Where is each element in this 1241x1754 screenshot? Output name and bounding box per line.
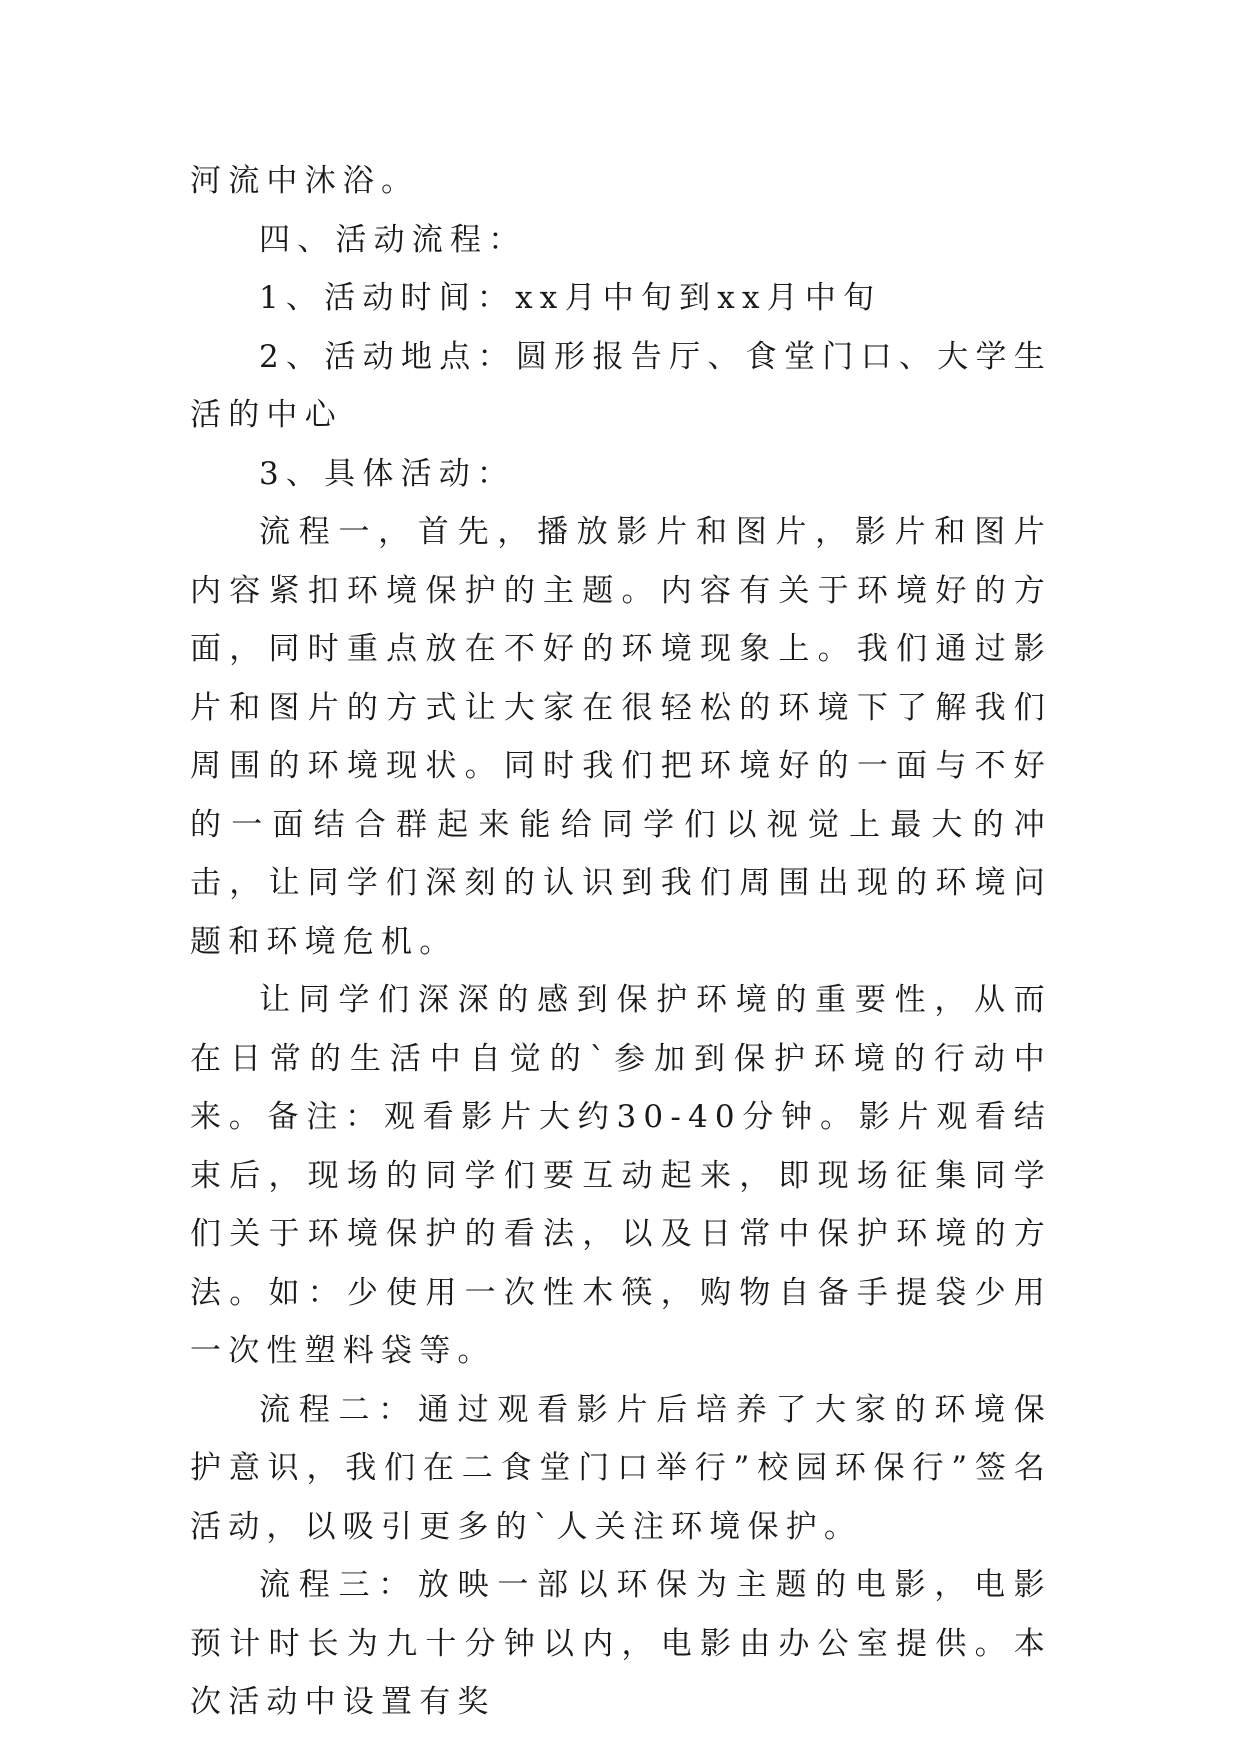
section-heading-activity-flow: 四、活动流程： <box>259 221 527 258</box>
paragraph-specific-activities: 3、具体活动： <box>259 455 516 492</box>
paragraph-flow-three: 流程三：放映一部以环保为主题的电影，电影预计时长为九十分钟以内，电影由办公室提供。本次活动中设置有奖 <box>190 1567 1052 1720</box>
paragraph-activity-time: 1、活动时间：xx月中旬到xx月中旬 <box>259 280 882 316</box>
paragraph-flow-two: 流程二：通过观看影片后培养了大家的环境保护意识，我们在二食堂门口举行”校园环保行”签名活动，以吸引更多的`人关注环境保护。 <box>190 1391 1052 1545</box>
paragraph-importance: 让同学们深深的感到保护环境的重要性，从而在日常的生活中自觉的`参加到保护环境的行动中来。备注：观看影片大约30-40分钟。影片观看结束后，现场的同学们要互动起来，即现场征集同学们关于环境保护的看法，以及日常中保护环境的方法。如：少使用一次性木筷，购物自备手提袋少用一次性塑料袋等。 <box>190 982 1052 1369</box>
paragraph-flow-one: 流程一，首先，播放影片和图片，影片和图片内容紧扣环境保护的主题。内容有关于环境好的方面，同时重点放在不好的环境现象上。我们通过影片和图片的方式让大家在很轻松的环境下了解我们周围的环境现状。同时我们把环境好的一面与不好的一面结合群起来能给同学们以视觉上最大的冲击，让同学们深刻的认识到我们周围出现的环境问题和环境危机。 <box>190 514 1052 960</box>
paragraph-continuation: 河流中沐浴。 <box>190 163 420 199</box>
document-page <box>190 152 1052 1732</box>
paragraph-activity-location: 2、活动地点：圆形报告厅、食堂门口、大学生活的中心 <box>190 338 1052 433</box>
